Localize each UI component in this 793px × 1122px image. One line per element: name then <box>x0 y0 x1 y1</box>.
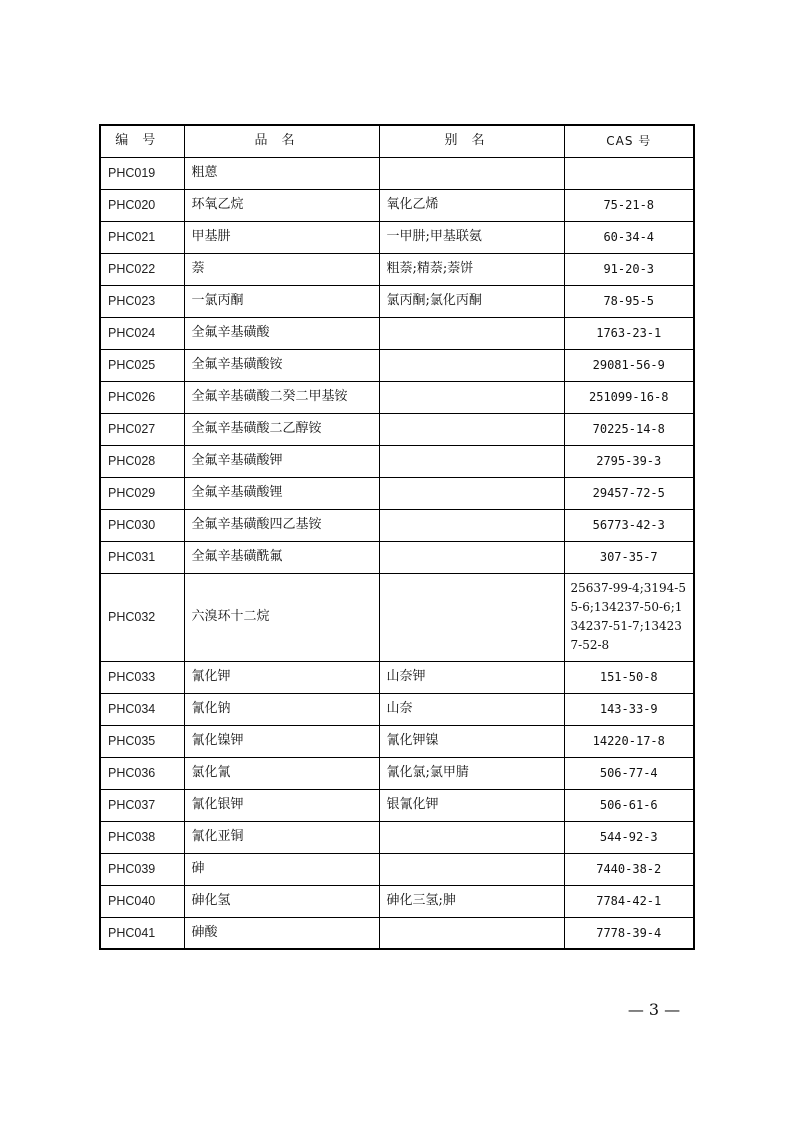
cell-cas: 29081-56-9 <box>564 349 694 381</box>
cell-code: PHC029 <box>100 477 184 509</box>
cell-alias: 一甲肼;甲基联氨 <box>379 221 564 253</box>
cell-name: 氰化镍钾 <box>184 725 379 757</box>
cell-name: 萘 <box>184 253 379 285</box>
cell-code: PHC027 <box>100 413 184 445</box>
cell-code: PHC030 <box>100 509 184 541</box>
table-row <box>100 917 694 949</box>
table-row <box>100 477 694 509</box>
table-row <box>100 349 694 381</box>
header-name: 品名 <box>184 125 379 157</box>
cell-cas: 60-34-4 <box>564 221 694 253</box>
table-row <box>100 317 694 349</box>
table-row <box>100 253 694 285</box>
cell-cas: 143-33-9 <box>564 693 694 725</box>
cell-code: PHC022 <box>100 253 184 285</box>
cell-name: 氰化银钾 <box>184 789 379 821</box>
table-row <box>100 693 694 725</box>
cell-name: 氰化亚铜 <box>184 821 379 853</box>
cell-code: PHC028 <box>100 445 184 477</box>
cell-cas <box>564 157 694 189</box>
table-row <box>100 413 694 445</box>
cell-alias: 砷化三氢;胂 <box>379 885 564 917</box>
cell-alias <box>379 573 564 661</box>
cell-cas: 2795-39-3 <box>564 445 694 477</box>
cell-alias <box>379 157 564 189</box>
cell-name: 全氟辛基磺酸二乙醇铵 <box>184 413 379 445</box>
cell-alias <box>379 349 564 381</box>
cell-code: PHC031 <box>100 541 184 573</box>
cell-alias <box>379 317 564 349</box>
table-row <box>100 541 694 573</box>
cell-cas: 91-20-3 <box>564 253 694 285</box>
cell-alias <box>379 477 564 509</box>
table-row <box>100 445 694 477</box>
cell-alias: 银氰化钾 <box>379 789 564 821</box>
cell-code: PHC038 <box>100 821 184 853</box>
cell-name: 全氟辛基磺酸二癸二甲基铵 <box>184 381 379 413</box>
cell-name: 砷化氢 <box>184 885 379 917</box>
cell-cas: 506-77-4 <box>564 757 694 789</box>
header-cas: CAS 号 <box>564 125 694 157</box>
cell-alias <box>379 509 564 541</box>
chemical-table <box>99 124 695 950</box>
table-row <box>100 885 694 917</box>
cell-cas: 544-92-3 <box>564 821 694 853</box>
cell-cas: 14220-17-8 <box>564 725 694 757</box>
cell-name: 全氟辛基磺酸四乙基铵 <box>184 509 379 541</box>
cell-name: 六溴环十二烷 <box>184 573 379 661</box>
cell-alias <box>379 917 564 949</box>
table-row <box>100 757 694 789</box>
cell-cas: 78-95-5 <box>564 285 694 317</box>
cell-alias: 氰化钾镍 <box>379 725 564 757</box>
header-code: 编号 <box>100 125 184 157</box>
cell-cas: 506-61-6 <box>564 789 694 821</box>
cell-code: PHC040 <box>100 885 184 917</box>
cell-cas: 7440-38-2 <box>564 853 694 885</box>
cell-cas: 307-35-7 <box>564 541 694 573</box>
cell-alias: 氧化乙烯 <box>379 189 564 221</box>
cell-alias: 山奈 <box>379 693 564 725</box>
cell-cas: 251099-16-8 <box>564 381 694 413</box>
cell-cas: 70225-14-8 <box>564 413 694 445</box>
table-row <box>100 509 694 541</box>
table-row <box>100 189 694 221</box>
cell-cas: 7784-42-1 <box>564 885 694 917</box>
cell-name: 粗蒽 <box>184 157 379 189</box>
table-row <box>100 821 694 853</box>
cell-cas: 151-50-8 <box>564 661 694 693</box>
cell-alias <box>379 853 564 885</box>
cell-code: PHC036 <box>100 757 184 789</box>
cell-name: 甲基肼 <box>184 221 379 253</box>
cell-name: 氯化氰 <box>184 757 379 789</box>
table-row <box>100 725 694 757</box>
cell-name: 全氟辛基磺酸铵 <box>184 349 379 381</box>
cell-code: PHC035 <box>100 725 184 757</box>
header-alias: 别名 <box>379 125 564 157</box>
table-row <box>100 789 694 821</box>
table-header-row <box>100 125 694 157</box>
table-row <box>100 285 694 317</box>
cell-code: PHC041 <box>100 917 184 949</box>
table-row <box>100 661 694 693</box>
cell-cas: 25637-99-4;3194-55-6;134237-50-6;134237-51-7;134237-52-8 <box>564 573 694 661</box>
cell-name: 全氟辛基磺酸锂 <box>184 477 379 509</box>
cell-alias <box>379 541 564 573</box>
cell-alias: 氰化氯;氯甲腈 <box>379 757 564 789</box>
cell-alias <box>379 413 564 445</box>
cell-alias: 氯丙酮;氯化丙酮 <box>379 285 564 317</box>
page-number: — 3 — <box>627 1000 681 1019</box>
cell-code: PHC026 <box>100 381 184 413</box>
cell-code: PHC019 <box>100 157 184 189</box>
cell-alias <box>379 821 564 853</box>
cell-code: PHC033 <box>100 661 184 693</box>
cell-alias <box>379 381 564 413</box>
cell-cas: 7778-39-4 <box>564 917 694 949</box>
cell-code: PHC039 <box>100 853 184 885</box>
cell-cas: 1763-23-1 <box>564 317 694 349</box>
cell-code: PHC025 <box>100 349 184 381</box>
table-row <box>100 157 694 189</box>
table-row <box>100 853 694 885</box>
cell-name: 全氟辛基磺酰氟 <box>184 541 379 573</box>
cell-name: 全氟辛基磺酸 <box>184 317 379 349</box>
cell-alias <box>379 445 564 477</box>
cell-code: PHC021 <box>100 221 184 253</box>
cell-alias: 山奈钾 <box>379 661 564 693</box>
cell-name: 氰化钠 <box>184 693 379 725</box>
table-body <box>100 157 694 949</box>
table-row <box>100 573 694 661</box>
table-row <box>100 381 694 413</box>
cell-code: PHC023 <box>100 285 184 317</box>
cell-cas: 29457-72-5 <box>564 477 694 509</box>
cell-code: PHC020 <box>100 189 184 221</box>
cell-cas: 75-21-8 <box>564 189 694 221</box>
cell-code: PHC037 <box>100 789 184 821</box>
cell-cas: 56773-42-3 <box>564 509 694 541</box>
cell-alias: 粗萘;精萘;萘饼 <box>379 253 564 285</box>
cell-code: PHC034 <box>100 693 184 725</box>
cell-name: 砷酸 <box>184 917 379 949</box>
cell-name: 砷 <box>184 853 379 885</box>
table-row <box>100 221 694 253</box>
cell-code: PHC024 <box>100 317 184 349</box>
cell-name: 一氯丙酮 <box>184 285 379 317</box>
cell-name: 氰化钾 <box>184 661 379 693</box>
cell-code: PHC032 <box>100 573 184 661</box>
cell-name: 全氟辛基磺酸钾 <box>184 445 379 477</box>
cell-name: 环氧乙烷 <box>184 189 379 221</box>
